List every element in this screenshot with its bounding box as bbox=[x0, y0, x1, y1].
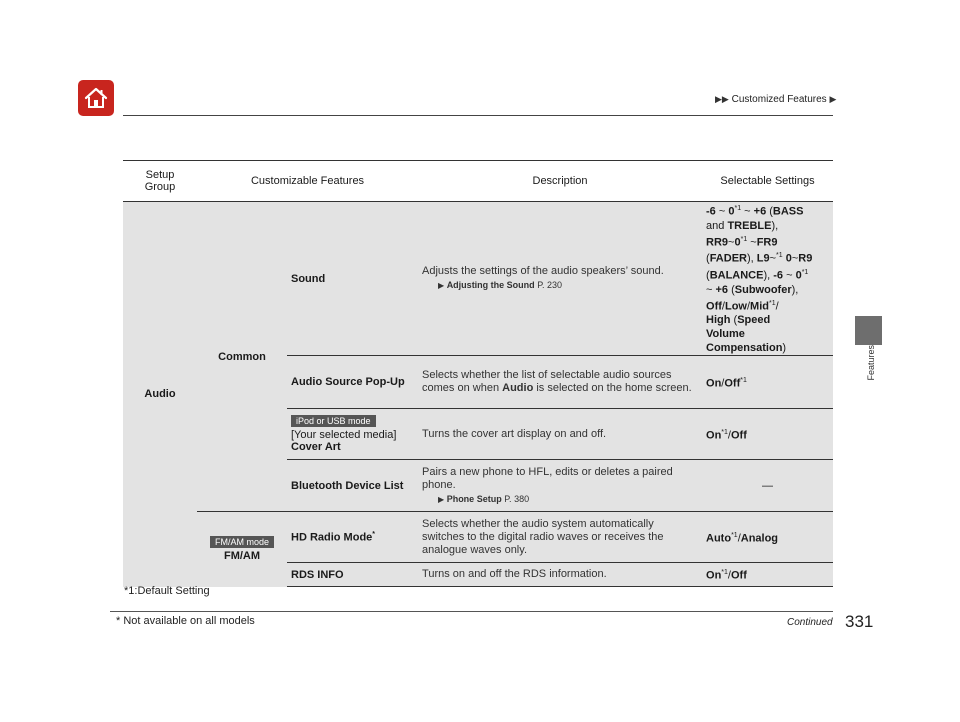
feature-hd-radio-mode: HD Radio Mode* bbox=[287, 512, 418, 563]
desc-rds-info: Turns on and off the RDS information. bbox=[418, 563, 702, 587]
col-header-features: Customizable Features bbox=[197, 161, 418, 202]
default-setting-note: *1:Default Setting bbox=[124, 585, 210, 597]
desc-cover-art: Turns the cover art display on and off. bbox=[418, 409, 702, 460]
header-rule bbox=[123, 115, 833, 116]
feature-audio-source-popup: Audio Source Pop-Up bbox=[287, 356, 418, 409]
mode-badge: iPod or USB mode bbox=[291, 415, 376, 427]
ref-arrow-icon: ▶ bbox=[438, 494, 445, 504]
breadcrumb-label: Customized Features bbox=[731, 94, 827, 105]
section-tab[interactable] bbox=[855, 316, 882, 345]
col-header-description: Description bbox=[418, 161, 702, 202]
customizable-features-table bbox=[123, 160, 833, 587]
page-number: 331 bbox=[845, 612, 874, 631]
home-button[interactable] bbox=[78, 80, 114, 116]
desc-bluetooth-device-list: Pairs a new phone to HFL, edits or deletes a paired phone. ▶ Phone Setup P. 380 bbox=[418, 460, 702, 512]
subgroup-common: Common bbox=[197, 202, 287, 512]
continued-label: Continued bbox=[787, 617, 833, 628]
settings-cover-art: On$^{*1}$/Off bbox=[702, 409, 833, 460]
subgroup-fmam: FM/AM mode FM/AM bbox=[197, 512, 287, 587]
desc-audio-source-popup: Selects whether the list of selectable audio sources comes on when Audio is selected on the home screen. bbox=[418, 356, 702, 409]
availability-note: * Not available on all models bbox=[116, 615, 255, 627]
section-label: Features bbox=[866, 345, 876, 381]
col-header-settings: Selectable Settings bbox=[702, 161, 833, 202]
settings-rds-info: On$^{*1}$/Off bbox=[702, 563, 833, 587]
ref-adjusting-sound[interactable]: ▶ Adjusting the Sound P. 230 bbox=[438, 280, 563, 291]
ref-arrow-icon: ▶ bbox=[438, 281, 445, 291]
breadcrumb-arrow-icon: ▶▶ bbox=[715, 94, 729, 104]
settings-bluetooth-device-list: — bbox=[702, 460, 833, 512]
feature-rds-info: RDS INFO bbox=[287, 563, 418, 587]
ref-phone-setup[interactable]: ▶ Phone Setup P. 380 bbox=[438, 493, 530, 504]
settings-audio-source-popup: On/Off$^{*1}$ bbox=[702, 356, 833, 409]
group-audio: Audio bbox=[123, 202, 197, 587]
feature-sound: Sound bbox=[287, 202, 418, 356]
mode-badge: FM/AM mode bbox=[210, 536, 274, 548]
footer-rule bbox=[110, 611, 833, 612]
col-header-setup-group: Setup Group bbox=[123, 161, 197, 202]
breadcrumb-arrow-icon: ▶ bbox=[829, 94, 837, 104]
home-icon bbox=[83, 85, 109, 111]
settings-sound: -6 ~ 0$^{*1}$ ~ +6 (BASS and TREBLE), RR9~0$^{*1}$ ~FR9 (FADER), L9~$^{*1}$ 0~R9 (BALANCE), -6 ~ 0$^{*1}$ ~ +6 (Subwoofer), Off/Low/Mid$^{*1}$/ High (Speed Volume Compensation) bbox=[702, 202, 833, 356]
desc-hd-radio-mode: Selects whether the audio system automatically switches to the digital radio waves or receives the analogue waves only. bbox=[418, 512, 702, 563]
breadcrumb[interactable] bbox=[715, 94, 836, 105]
feature-cover-art: iPod or USB mode [Your selected media] Cover Art bbox=[287, 409, 418, 460]
settings-hd-radio-mode: Auto$^{*1}$/Analog bbox=[702, 512, 833, 563]
feature-bluetooth-device-list: Bluetooth Device List bbox=[287, 460, 418, 512]
desc-sound: Adjusts the settings of the audio speakers’ sound. ▶ Adjusting the Sound P. 230 bbox=[418, 202, 702, 356]
